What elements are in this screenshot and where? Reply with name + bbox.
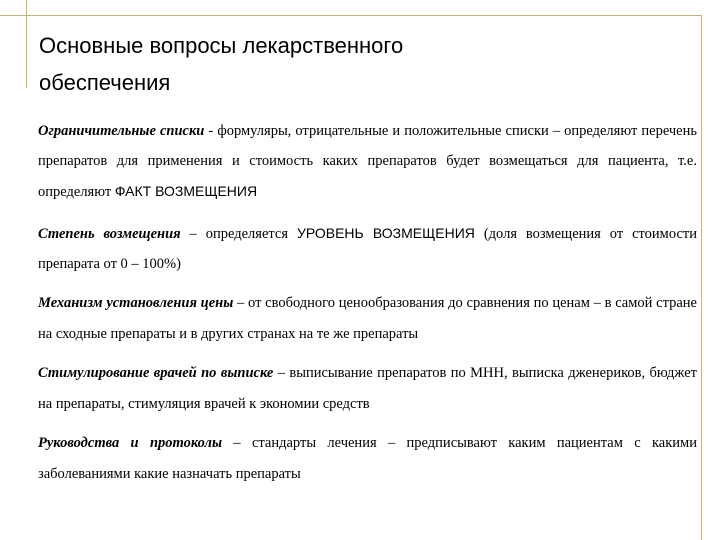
term-guidelines-protocols: Руководства и протоколы [38,435,223,451]
term-pricing-mechanism: Механизм установления цены [38,295,234,311]
paragraph-text: – стандарты лечения – предписывают каким пациентам с какими заболеваниями какие назначать препараты [38,435,697,482]
paragraph-pricing-mechanism [38,288,697,349]
frame-left-line [26,0,27,88]
slide-title-line-2: обеспечения [39,70,171,95]
paragraph-text: – от свободного ценообразования до сравнения по ценам – в самой стране на сходные препараты и в других странах на те же препараты [38,295,697,342]
paragraph-doctor-incentives [38,358,697,419]
frame-top-line [0,15,702,16]
emphasis-reimbursement-fact: ФАКТ ВОЗМЕЩЕНИЯ [114,183,258,199]
term-reimbursement-degree: Степень возмещения [38,226,181,242]
term-doctor-incentives: Стимулирование врачей по выписке [38,365,274,381]
paragraph-text: – выписывание препаратов по МНН, выписка дженериков, бюджет на препараты, стимуляция врачей к экономии средств [38,365,697,412]
paragraph-text-tail: (доля возмещения от стоимости препарата от 0 – 100%) [38,226,697,272]
paragraph-text: – определяется [180,226,297,242]
emphasis-reimbursement-level: УРОВЕНЬ ВОЗМЕЩЕНИЯ [296,225,475,241]
paragraph-guidelines-protocols [38,428,697,489]
paragraph-restrictive-lists [38,116,697,207]
slide-title [39,27,639,101]
paragraph-reimbursement-degree [38,218,697,279]
slide-title-line-1: Основные вопросы лекарственного [39,33,404,58]
frame-right-line [701,15,702,540]
term-restrictive-lists: Ограничительные списки [38,123,205,139]
paragraph-text: - формуляры, отрицательные и положительные списки – определяют перечень препаратов для применения и стоимость каких препаратов будет возмещаться для пациента, т.е. определяют [38,123,697,200]
